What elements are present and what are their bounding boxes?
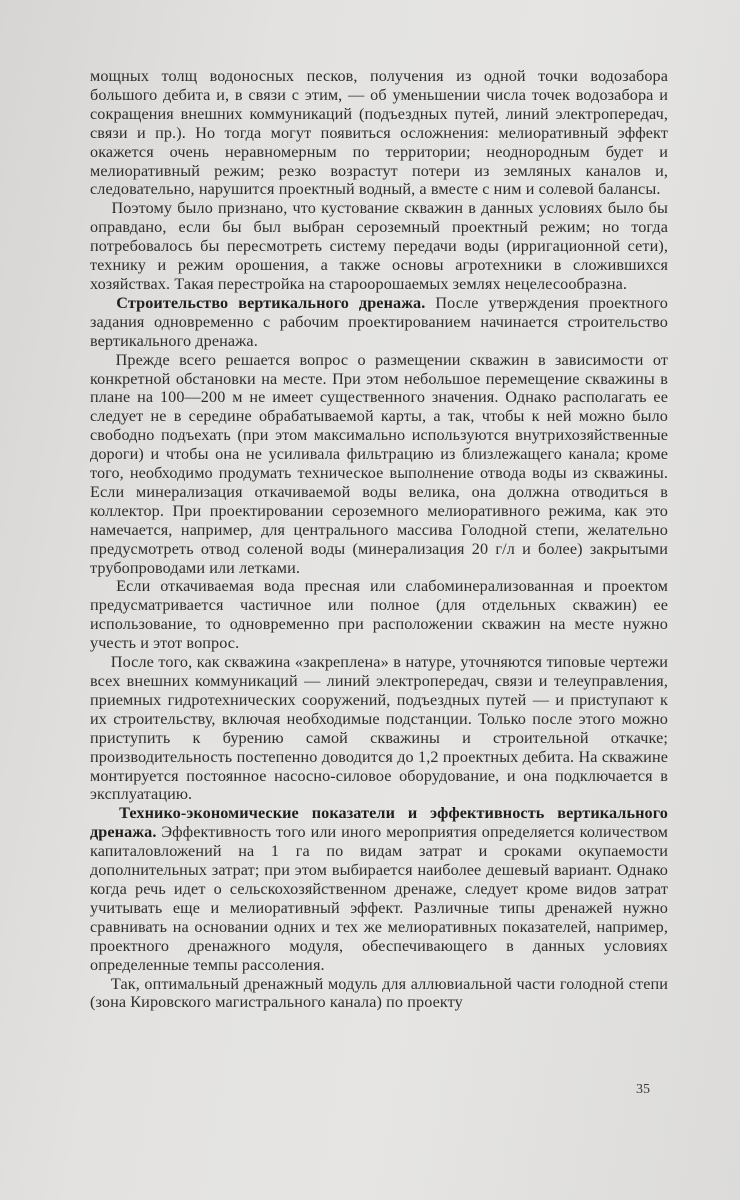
body-text bbox=[90, 67, 668, 1012]
paragraph-text: После утверждения проектного задания одновременно с рабочим проектированием начинается строительство вертикального дренажа. bbox=[90, 293, 668, 350]
paragraph-2 bbox=[90, 199, 668, 294]
paragraph-indent bbox=[90, 199, 111, 217]
paragraph-text: Эффективность того или иного мероприятия определяется количеством капиталовложений на 1 га по видам затрат и сроками окупаемости дополнительных затрат; при этом выбирается наиболее дешевый вариант. Однако когда речь идет о сельскохозяйственном дренаже, следует кроме видов затрат учитывать еще и мелиоративный эффект. Различные типы дренажей нужно сравнивать на основании одних и тех же мелиоративных показателей, например, проектного дренажного модуля, обеспечивающего в данных условиях определенные темпы рассоления. bbox=[90, 823, 668, 974]
paragraph-3 bbox=[90, 294, 668, 351]
paragraph-text: После того, как скважина «закреплена» в натуре, уточняются типовые чертежи всех внешних коммуникаций — линий электропередач, связи и телеуправления, приемных гидротехнических сооружений, подъездных путей — и приступают к их строительству, включая необходимые подстанции. Только после этого можно приступить к бурению самой скважины и строительной откачке; производительность постепенно доводится до 1,2 проектных дебита. На скважине монтируется постоянное насосно-силовое оборудование, и она подключается в эксплуатацию. bbox=[90, 653, 668, 804]
paragraph-4 bbox=[90, 351, 668, 578]
paragraph-1 bbox=[90, 67, 668, 199]
paragraph-indent bbox=[90, 294, 116, 312]
paragraph-indent bbox=[90, 577, 116, 595]
section-heading-economics: Технико-экономические показатели и эффективность вертикального дренажа. bbox=[90, 804, 668, 842]
paragraph-6 bbox=[90, 653, 668, 804]
section-heading-construction: Строительство вертикального дренажа. bbox=[116, 293, 426, 312]
page-number: 35 bbox=[636, 1082, 650, 1097]
paragraph-text: Так, оптимальный дренажный модуль для аллювиальной части голодной степи (зона Кировского магистрального канала) по проекту bbox=[90, 974, 669, 1012]
paragraph-indent bbox=[90, 975, 111, 993]
paragraph-text: мощных толщ водоносных песков, получения из одной точки водозабора большого дебита и, в связи с этим, — об уменьшении числа точек водозабора и сокращения внешних коммуникаций (подъездных путей, линий электропередач, связи и пр.). Но тогда могут появиться осложнения: мелиоративный эффект окажется очень неравномерным по территории; неоднородным будет и мелиоративный режим; резко возрастут потери из земляных каналов и, следовательно, нарушится проектный водный, а вместе с ним и солевой балансы. bbox=[90, 67, 668, 199]
paragraph-7 bbox=[90, 804, 668, 974]
paragraph-text: Если откачиваемая вода пресная или слабоминерализованная и проектом предусматривается частичное или полное (для отдельных скважин) ее использование, то одновременно при расположении скважин на месте нужно учесть и этот вопрос. bbox=[90, 577, 668, 653]
paragraph-text: Поэтому было признано, что кустование скважин в данных условиях было бы оправдано, если бы был выбран сероземный проектный режим; но тогда потребовалось бы пересмотреть систему передачи воды (ирригационной сети), технику и режим орошения, а также основы агротехники в сложившихся хозяйствах. Такая перестройка на староорошаемых землях нецелесообразна. bbox=[90, 199, 668, 293]
paragraph-8 bbox=[90, 975, 668, 1013]
paragraph-indent bbox=[90, 653, 111, 671]
paragraph-text: Прежде всего решается вопрос о размещении скважин в зависимости от конкретной обстановки на месте. При этом небольшое перемещение скважины в плане на 100—200 м не имеет существенного значения. Однако располагать ее следует не в середине обрабатываемой карты, а так, чтобы к ней можно было свободно подъехать (при этом максимально используются внутрихозяйственные дороги) и чтобы она не усиливала фильтрацию из близлежащего канала; кроме того, необходимо продумать техническое выполнение отвода воды из скважины. Если минерализация откачиваемой воды велика, она должна отводиться в коллектор. При проектировании сероземного мелиоративного режима, как это намечается, например, для центрального массива Голодной степи, желательно предусмотреть отвод соленой воды (минерализация 20 г/л и более) закрытыми трубопроводами или летками. bbox=[90, 350, 669, 577]
paragraph-indent bbox=[90, 351, 116, 369]
paragraph-5 bbox=[90, 577, 668, 653]
paragraph-indent bbox=[90, 804, 119, 822]
